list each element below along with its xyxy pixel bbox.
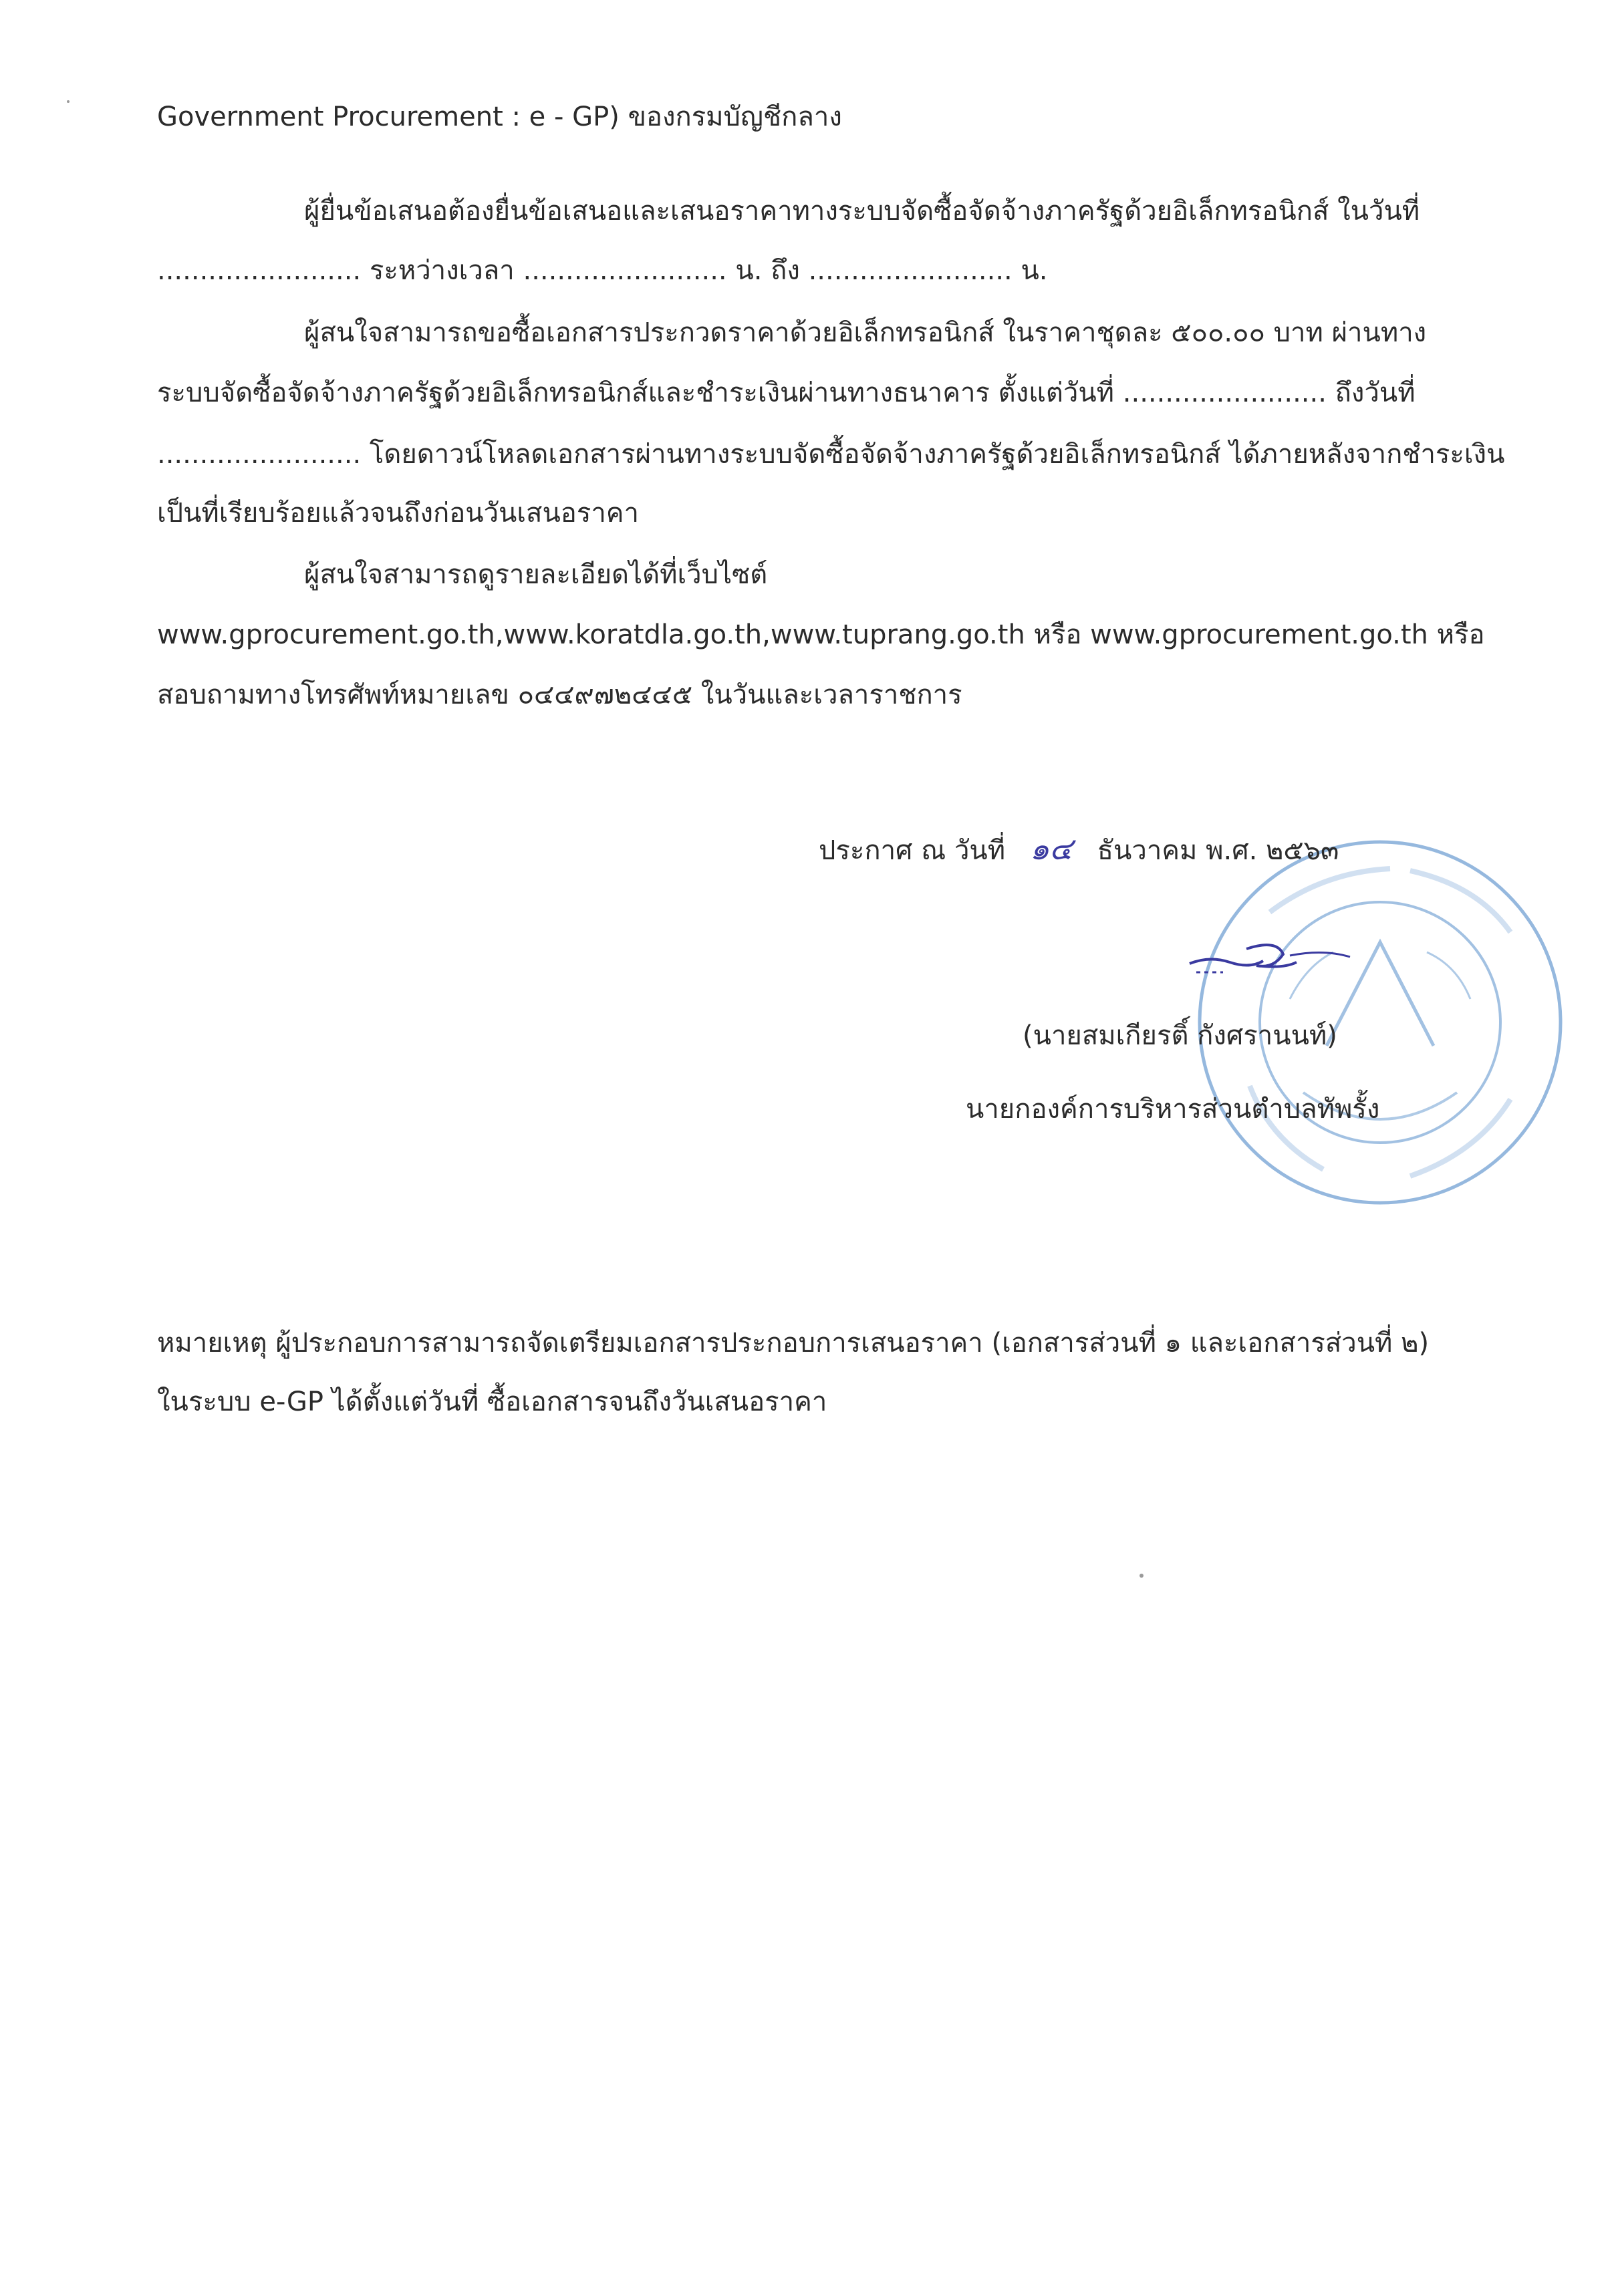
body-line-1: Government Procurement : e - GP) ของกรมบัญชีกลาง — [157, 102, 842, 132]
announcement-date — [819, 829, 1339, 871]
body-line-10: สอบถามทางโทรศัพท์หมายเลข ๐๔๔๙๗๒๔๔๕ ในวันและเวลาราชการ — [157, 680, 962, 710]
signature-icon — [1183, 936, 1357, 982]
announcement-day: ๑๔ — [1029, 831, 1073, 867]
body-line-3: ........................ ระหว่างเวลา ........................ น. ถึง ........................ น. — [157, 255, 1048, 286]
signatory-name: (นายสมเกียรติ์ กังศรานนท์) — [1023, 1020, 1337, 1051]
body-line-6: ........................ โดยดาวน์โหลดเอกสารผ่านทางระบบจัดซื้อจัดจ้างภาครัฐด้วยอิเล็กทรอนิกส์ ได้ภายหลังจากชำระเงิน — [157, 439, 1505, 470]
body-line-5: ระบบจัดซื้อจัดจ้างภาครัฐด้วยอิเล็กทรอนิกส์และชำระเงินผ่านทางธนาคาร ตั้งแต่วันที่ ........................ ถึงวันที่ — [157, 378, 1416, 408]
body-line-8: ผู้สนใจสามารถดูรายละเอียดได้ที่เว็บไซต์ — [304, 559, 768, 590]
scan-speck — [67, 100, 70, 103]
body-line-9: www.gprocurement.go.th,www.koratdla.go.th,www.tuprang.go.th หรือ www.gprocurement.go.th หรือ — [157, 619, 1485, 650]
note-line-2: ในระบบ e-GP ได้ตั้งแต่วันที่ ซื้อเอกสารจนถึงวันเสนอราคา — [157, 1387, 827, 1417]
note-line-1: หมายเหตุ ผู้ประกอบการสามารถจัดเตรียมเอกสารประกอบการเสนอราคา (เอกสารส่วนที่ ๑ และเอกสารส่วนที่ ๒) — [157, 1328, 1430, 1358]
announcement-suffix: ธันวาคม พ.ศ. ๒๕๖๓ — [1097, 835, 1339, 866]
body-line-4: ผู้สนใจสามารถขอซื้อเอกสารประกวดราคาด้วยอิเล็กทรอนิกส์ ในราคาชุดละ ๕๐๐.๐๐ บาท ผ่านทาง — [304, 317, 1427, 348]
body-line-2: ผู้ยื่นข้อเสนอต้องยื่นข้อเสนอและเสนอราคาทางระบบจัดซื้อจัดจ้างภาครัฐด้วยอิเล็กทรอนิกส์ ในวันที่ — [304, 196, 1420, 227]
scan-speck — [1139, 1574, 1144, 1578]
announcement-prefix: ประกาศ ณ วันที่ — [819, 835, 1006, 866]
body-line-7: เป็นที่เรียบร้อยแล้วจนถึงก่อนวันเสนอราคา — [157, 498, 639, 529]
signatory-title: นายกองค์การบริหารส่วนตำบลทัพรั้ง — [966, 1094, 1380, 1125]
